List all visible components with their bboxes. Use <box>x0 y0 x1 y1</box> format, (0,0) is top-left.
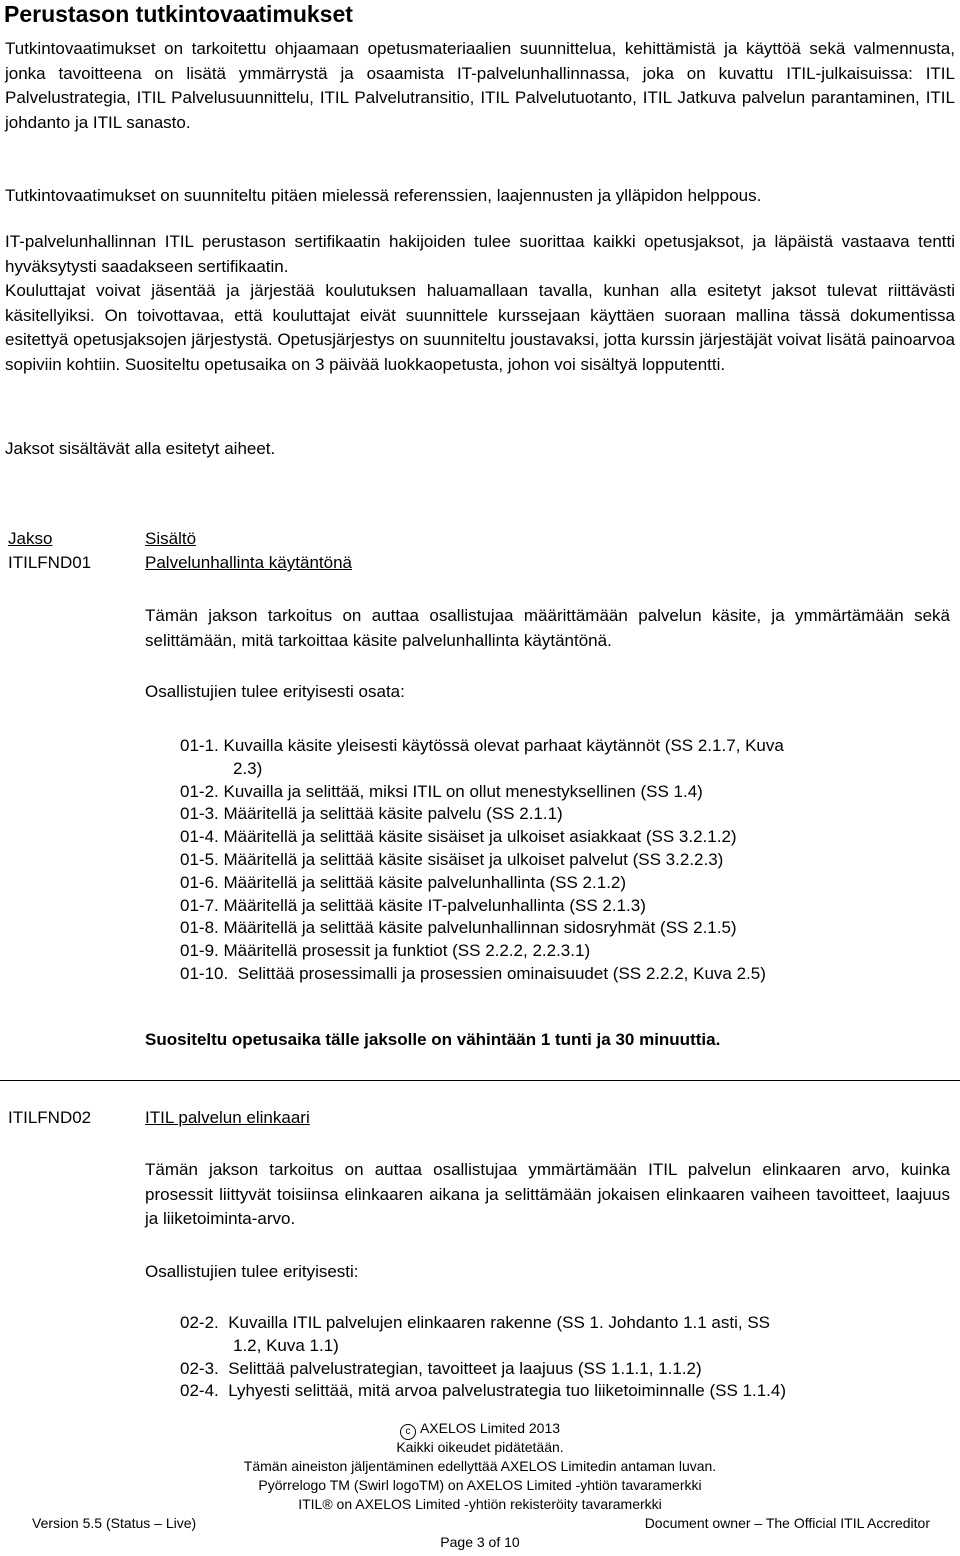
topics-paragraph: Jaksot sisältävät alla esitetyt aiheet. <box>5 439 276 458</box>
list-item: 01-3. Määritellä ja selittää käsite palvelu (SS 2.1.1) <box>180 804 563 824</box>
section-heading: ITIL palvelun elinkaari <box>145 1108 310 1127</box>
trainers-paragraph: Kouluttajat voivat jäsentää ja järjestää koulutuksen haluamallaan tavalla, kunhan alla esitetyt jaksot tulevat riittävästi käsitellyiksi. On toivottavaa, että kouluttajat eivät suunnittele kurssejaan käyttäen suoraan mallina tässä dokumentissa esitettyä opetusjaksojen järjestystä. Opetusjärjestys on suunniteltu joustavaksi, jotta kurssin järjestäjät voivat lisätä painoarvoa sopiviin kohtiin. Suositeltu opetusaika on 3 päivää luokkaopetusta, johon voi sisältyä lopputentti. <box>5 281 955 374</box>
page-title: Perustason tutkintovaatimukset <box>4 1 353 27</box>
certificate-paragraph: IT-palvelunhallinnan ITIL perustason sertifikaatin hakijoiden tulee suorittaa kaikki opetusjaksot, ja läpäistä vastaava tentti hyväksytysti saadakseen sertifikaatin. <box>5 232 955 276</box>
footer-copyright: c AXELOS Limited 2013 <box>0 1419 960 1440</box>
list-item: 01-2. Kuvailla ja selittää, miksi ITIL on ollut menestyksellinen (SS 1.4) <box>180 781 703 801</box>
list-item: 01-9. Määritellä prosessit ja funktiot (SS 2.2.2, 2.2.3.1) <box>180 941 591 961</box>
list-item: 01-8. Määritellä ja selittää käsite palvelunhallinnan sidosryhmät (SS 2.1.5) <box>180 918 737 938</box>
column-header-jakso: Jakso <box>8 529 53 548</box>
section-intro: Osallistujien tulee erityisesti osata: <box>145 682 405 701</box>
design-paragraph: Tutkintovaatimukset on suunniteltu pitäen mielessä referenssien, laajennusten ja ylläpidon helppous. <box>5 186 762 205</box>
section-intro: Osallistujien tulee erityisesti: <box>145 1262 359 1281</box>
section-description: Tämän jakson tarkoitus on auttaa osallistujaa määrittämään palvelun käsite, ja ymmärtämään sekä selittämään, mitä tarkoittaa käsite palvelunhallinta käytäntönä. <box>145 606 950 650</box>
list-item: 01-4. Määritellä ja selittää käsite sisäiset ja ulkoiset asiakkaat (SS 3.2.1.2) <box>180 827 737 847</box>
intro-paragraph: Tutkintovaatimukset on tarkoitettu ohjaamaan opetusmateriaalien suunnittelua, kehittämistä ja käyttöä sekä valmennusta, jonka tavoitteena on lisätä ymmärrystä ja osaamista IT-palvelunhallinnassa, joka on kuvattu ITIL-julkaisuissa: ITIL Palvelustrategia, ITIL Palvelusuunnittelu, ITIL Palvelutransitio, ITIL Palvelutuotanto, ITIL Jatkuva palvelun parantaminen, ITIL johdanto ja ITIL sanasto. <box>5 39 955 132</box>
section-code: ITILFND01 <box>8 553 92 572</box>
list-item: 01-1. Kuvailla käsite yleisesti käytössä olevat parhaat käytännöt (SS 2.1.7, Kuva 2.3) <box>180 736 784 778</box>
section-heading: Palvelunhallinta käytäntönä <box>145 553 352 572</box>
list-item: 01-7. Määritellä ja selittää käsite IT-palvelunhallinta (SS 2.1.3) <box>180 895 646 915</box>
column-header-sisalto: Sisältö <box>145 529 197 548</box>
list-item: 02-2. Kuvailla ITIL palvelujen elinkaaren rakenne (SS 1. Johdanto 1.1 asti, SS 1.2, Kuva 1.1) <box>180 1313 771 1355</box>
list-item: 02-3. Selittää palvelustrategian, tavoitteet ja laajuus (SS 1.1.1, 1.1.2) <box>180 1358 702 1378</box>
footer-trademark: ITIL® on AXELOS Limited -yhtiön rekisteröity tavaramerkki <box>298 1496 662 1512</box>
footer-trademark: Pyörrelogo TM (Swirl logoTM) on AXELOS Limited -yhtiön tavaramerkki <box>258 1477 702 1493</box>
section-code: ITILFND02 <box>8 1108 92 1127</box>
footer-version: Version 5.5 (Status – Live) <box>32 1515 197 1531</box>
table-divider <box>0 1080 960 1081</box>
list-item: 01-6. Määritellä ja selittää käsite palvelunhallinta (SS 2.1.2) <box>180 872 627 892</box>
footer-permission: Tämän aineiston jäljentäminen edellyttää AXELOS Limitedin antaman luvan. <box>243 1458 717 1474</box>
objectives-list <box>180 735 940 986</box>
objectives-list <box>180 1312 948 1403</box>
footer-owner: Document owner – The Official ITIL Accreditor <box>644 1515 930 1531</box>
list-item: 02-4. Lyhyesti selittää, mitä arvoa palvelustrategia tuo liiketoiminnalle (SS 1.1.4) <box>180 1381 787 1401</box>
copyright-icon: c <box>400 1424 416 1440</box>
list-item: 01-10. Selittää prosessimalli ja prosessien ominaisuudet (SS 2.2.2, Kuva 2.5) <box>180 963 766 983</box>
footer-rights: Kaikki oikeudet pidätetään. <box>396 1439 564 1455</box>
list-item: 01-5. Määritellä ja selittää käsite sisäiset ja ulkoiset palvelut (SS 3.2.2.3) <box>180 849 724 869</box>
section-description: Tämän jakson tarkoitus on auttaa osallistujaa ymmärtämään ITIL palvelun elinkaaren arvo, kuinka prosessit liittyvät toisiinsa elinkaaren aikana ja selittämään jokaisen elinkaaren vaiheen tavoitteet, laajuus ja liiketoiminta-arvo. <box>145 1160 950 1228</box>
recommended-duration: Suositeltu opetusaika tälle jaksolle on vähintään 1 tunti ja 30 minuuttia. <box>145 1030 721 1049</box>
page-number: Page 3 of 10 <box>440 1534 520 1550</box>
